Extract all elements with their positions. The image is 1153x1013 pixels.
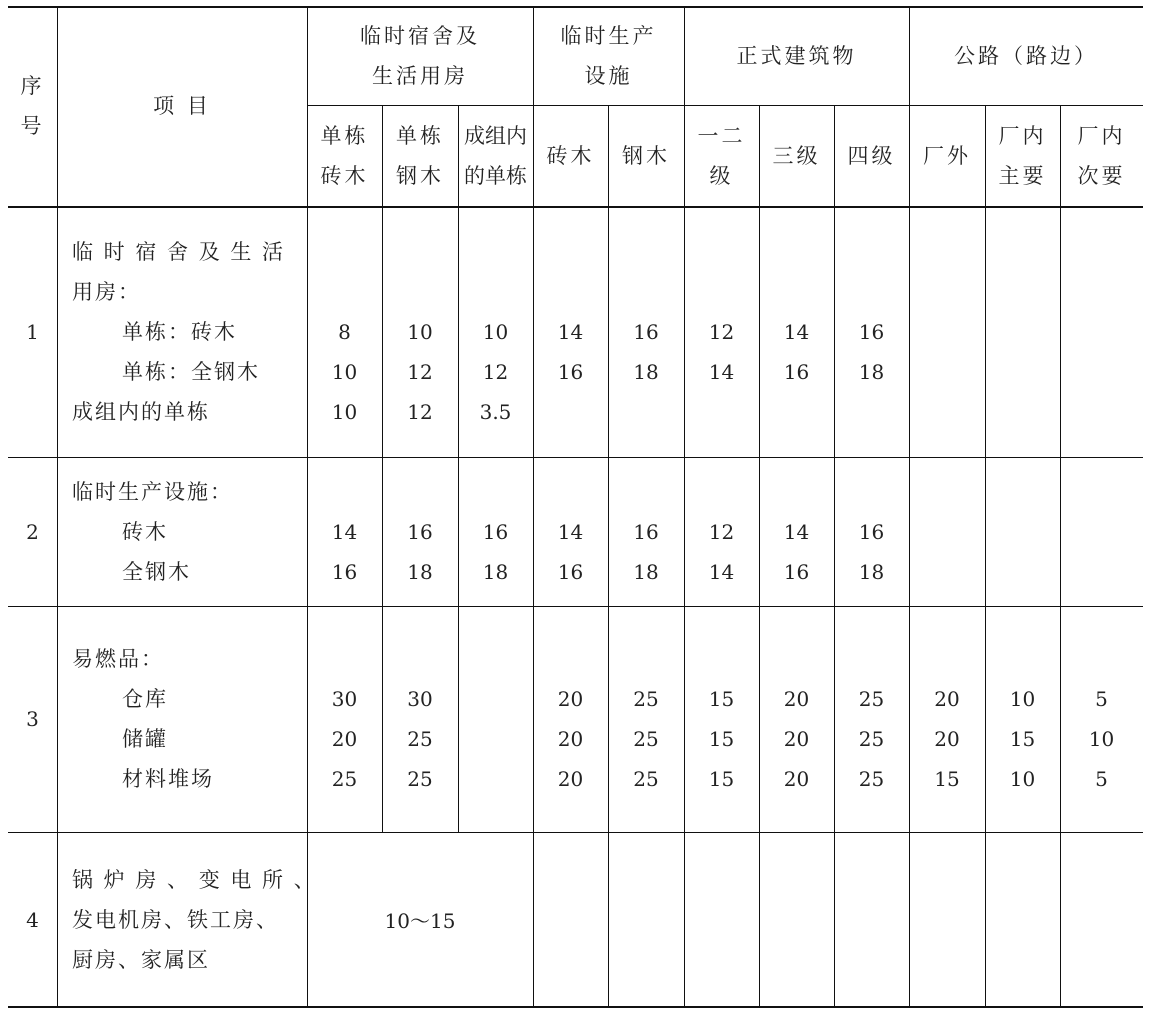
value-cell: 25 [331,767,358,791]
value-cell: 10 [331,400,358,424]
value-cell: 16 [482,520,509,544]
row-seq: 2 [26,519,39,544]
row-item [72,232,285,432]
value-cell: 20 [934,687,960,711]
value-cell: 20 [557,767,584,791]
value-column [608,679,684,799]
header-group [684,6,909,105]
row-item-title: 锅 炉 房 、 变 电 所 、 [72,868,317,892]
value-column [533,312,608,432]
merged-value: 10～15 [384,909,456,933]
row-seq: 1 [26,319,39,344]
row-item [72,472,233,592]
value-column [1060,512,1143,592]
header-item-line: 项 目 [153,94,211,118]
header-sub [382,105,458,206]
header-sub [909,105,985,206]
row-item-title: 用房： [72,280,141,304]
value-cell: 14 [708,560,735,584]
value-cell: 20 [557,687,584,711]
value-cell: 16 [633,320,659,344]
header-sub-line: 成组内 [464,123,527,148]
header-group-line: 公路（路边） [954,43,1098,68]
value-cell: 16 [858,320,885,344]
value-cell: 5 [1095,767,1108,791]
value-column [909,312,985,432]
value-cell: 18 [407,560,433,584]
header-sub [307,105,382,206]
header-sub-line: 级 [709,163,734,188]
row-sub-item: 单栋：全钢木 [122,360,260,384]
value-column [834,679,909,799]
value-column [759,312,834,432]
header-item [57,6,307,206]
row-item-title: 临 时 宿 舍 及 生 活 [72,240,286,264]
value-column [458,512,533,592]
value-cell: 10 [407,320,433,344]
value-cell: 15 [708,767,735,791]
value-column [1060,312,1143,432]
row-sub-item: 单栋：砖木 [122,320,237,344]
header-sub-line: 主要 [998,163,1047,188]
value-cell: 12 [407,360,433,384]
row-sub-item: 全钢木 [122,560,191,584]
header-sub [684,105,759,206]
header-sub-line: 的单栋 [464,163,527,188]
header-sub-line: 次要 [1077,163,1126,188]
header-group-line: 正式建筑物 [736,43,857,68]
value-column [608,312,684,432]
value-cell: 25 [633,767,659,791]
header-seq-line: 号 [20,114,45,138]
value-column [684,312,759,432]
value-column [608,512,684,592]
header-sub [608,105,684,206]
value-column [307,312,382,432]
row-item-title: 厨房、家属区 [72,948,210,972]
value-cell: 18 [633,360,659,384]
value-cell: 18 [633,560,659,584]
header-sub [759,105,834,206]
value-column [533,679,608,799]
header-sub-line: 钢木 [396,163,444,188]
value-cell: 20 [934,727,960,751]
value-column [382,512,458,592]
value-cell: 16 [633,520,659,544]
value-cell: 16 [783,560,810,584]
value-cell: 15 [1009,727,1036,751]
row-sub-item: 砖木 [122,520,168,544]
header-sub-line: 砖木 [320,163,369,188]
value-cell: 25 [633,687,659,711]
header-sub-line: 砖木 [546,143,595,168]
value-cell: 15 [934,767,960,791]
value-cell: 5 [1095,687,1108,711]
header-group-line: 设施 [584,63,633,88]
row-seq: 4 [26,907,39,932]
row-item-title: 临时生产设施： [72,480,233,504]
value-cell: 20 [783,727,810,751]
value-cell: 3.5 [479,400,512,424]
header-sub [1060,105,1143,206]
value-cell: 10 [1009,687,1036,711]
value-column [458,312,533,432]
value-cell: 18 [482,560,509,584]
value-cell: 14 [708,360,735,384]
value-cell: 16 [783,360,810,384]
value-column [759,512,834,592]
value-cell: 14 [783,520,810,544]
row-rule [8,457,1143,458]
header-group-line: 临时宿舍及 [360,23,480,48]
value-cell: 25 [407,727,433,751]
header-sub [985,105,1060,206]
row-item-title: 发电机房、铁工房、 [72,908,279,932]
header-group-line: 生活用房 [372,63,468,88]
header-sub-line: 三级 [772,143,821,168]
row-item-title: 成组内的单栋 [72,400,210,424]
header-group [307,6,533,105]
row-sub-item: 储罐 [122,727,168,751]
value-column [1060,679,1143,799]
value-cell: 20 [331,727,358,751]
value-cell: 16 [407,520,433,544]
value-cell: 16 [557,360,584,384]
value-cell: 18 [858,360,885,384]
value-cell: 12 [482,360,509,384]
value-cell: 14 [783,320,810,344]
value-cell: 12 [407,400,433,424]
header-sub-line: 厂内 [1077,123,1126,148]
row-rule [8,832,1143,833]
value-cell: 25 [858,767,885,791]
header-seq-line: 序 [20,74,45,98]
value-cell: 25 [633,727,659,751]
value-cell: 16 [557,560,584,584]
value-cell: 10 [482,320,509,344]
value-cell: 30 [407,687,433,711]
value-cell: 10 [1088,727,1115,751]
header-sub [834,105,909,206]
value-cell: 16 [331,560,358,584]
row-seq: 3 [26,707,39,731]
table-bottom-rule [8,1006,1143,1008]
value-cell: 20 [783,687,810,711]
value-cell: 14 [557,520,584,544]
value-column [382,679,458,799]
value-column [307,679,382,799]
row-sub-item: 仓库 [122,687,168,711]
value-cell: 8 [338,320,351,344]
value-column [533,512,608,592]
value-column [834,312,909,432]
value-cell: 25 [858,687,885,711]
header-sub [458,105,533,206]
header-group-line: 临时生产 [560,23,657,48]
header-sub-line: 钢木 [622,143,670,168]
value-cell: 15 [708,727,735,751]
value-column [909,679,985,799]
header-group [909,6,1143,105]
value-cell: 25 [407,767,433,791]
value-column [985,679,1060,799]
row-sub-item: 材料堆场 [122,767,214,791]
row-item [72,860,317,980]
value-column [458,679,533,799]
value-column [307,512,382,592]
header-sub-line: 单栋 [396,123,444,148]
value-column [684,512,759,592]
value-cell: 14 [557,320,584,344]
header-group [533,6,684,105]
row-item-title: 易燃品： [72,647,164,671]
value-cell: 25 [858,727,885,751]
value-cell: 12 [708,520,735,544]
row-rule [8,606,1143,607]
value-column [759,679,834,799]
row-item [72,639,214,799]
value-column [985,312,1060,432]
value-cell: 14 [331,520,358,544]
header-sub-line: 厂外 [923,143,971,168]
header-sub-line: 厂内 [998,123,1047,148]
header-sub-line: 单栋 [320,123,369,148]
value-cell: 10 [331,360,358,384]
value-column [985,512,1060,592]
header-sub-line: 四级 [847,143,896,168]
header-sub [533,105,608,206]
header-seq [8,6,57,206]
value-cell: 18 [858,560,885,584]
value-cell: 12 [708,320,735,344]
value-cell: 30 [331,687,358,711]
value-cell: 20 [557,727,584,751]
value-cell: 20 [783,767,810,791]
header-bottom-rule [8,206,1143,208]
value-cell: 10 [1009,767,1036,791]
header-sub-line: 一二 [697,123,746,148]
value-cell: 15 [708,687,735,711]
value-column [834,512,909,592]
value-cell: 16 [858,520,885,544]
value-column [382,312,458,432]
value-column [909,512,985,592]
value-column [684,679,759,799]
